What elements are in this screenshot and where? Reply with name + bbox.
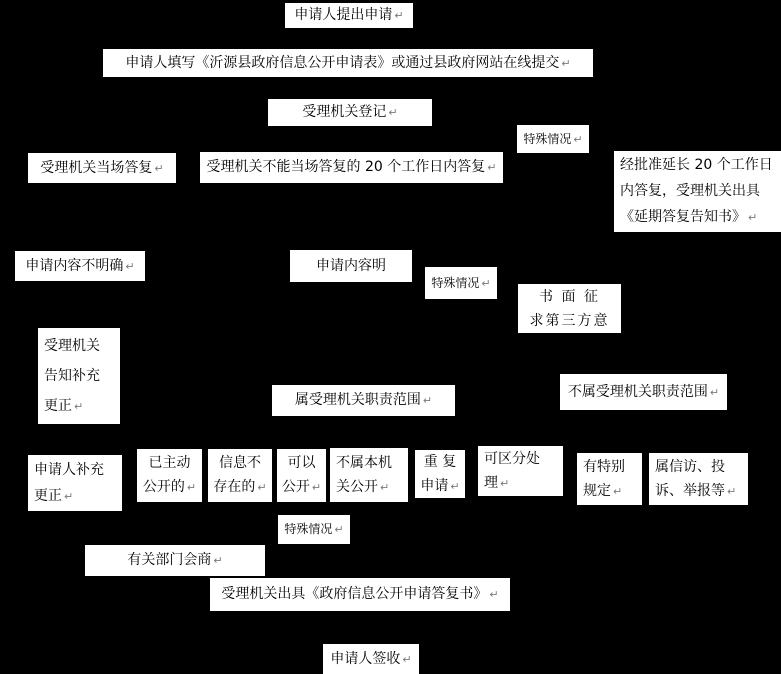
node-label: [425, 275, 497, 292]
node-label: [210, 585, 510, 604]
flow-node-special-case-top: [517, 125, 589, 153]
node-label: [290, 257, 412, 276]
node-label: [103, 54, 593, 73]
return-mark-icon: ↵: [727, 484, 737, 498]
label-text: 申请人补充: [34, 461, 104, 478]
label-text: 存在的: [213, 479, 256, 495]
node-label-line-1: [518, 285, 621, 309]
node-label-line-1: [336, 451, 408, 475]
label-text: 受理机关: [44, 337, 100, 354]
node-label-line-2: [415, 474, 465, 499]
node-label: [28, 159, 176, 178]
label-text: 属信访、投: [655, 458, 725, 475]
label-text: 受理机关当场答复: [40, 159, 153, 176]
flow-node-applicant-sign: [323, 644, 419, 674]
node-label: [272, 391, 455, 410]
label-text: 规定: [583, 482, 611, 499]
label-text: 受理机关出具《政府信息公开申请答复书》: [221, 586, 488, 603]
return-mark-icon: ↵: [186, 481, 197, 494]
return-mark-icon: ↵: [422, 394, 433, 408]
flow-node-separable-handling: [478, 446, 563, 496]
flow-node-issue-reply: [210, 578, 510, 611]
flow-node-notify-supplement: [38, 328, 120, 424]
return-mark-icon: ↵: [213, 554, 223, 568]
label-text: 可区分处: [484, 450, 540, 467]
return-mark-icon: ↵: [573, 132, 583, 146]
label-text: 不属本机: [336, 454, 392, 471]
label-text: 可以: [287, 455, 316, 471]
node-label: [15, 257, 145, 276]
label-text: 申请人填写《沂源县政府信息公开申请表》或通过县政府网站在线提交: [125, 54, 560, 71]
label-text: 诉、举报等: [655, 482, 725, 499]
node-label-line-1: [655, 455, 748, 479]
label-text: 受理机关不能当场答复的 20 个工作日内答复: [206, 159, 486, 176]
node-label-line-1: [620, 152, 781, 178]
node-label-line-3: [620, 204, 781, 231]
flow-node-petition-complaint: [649, 453, 748, 505]
node-label-line-2: [208, 475, 272, 500]
label-text: 有特别: [583, 458, 625, 475]
flow-node-third-party-consult: [518, 284, 621, 333]
label-text: 已主动: [148, 455, 191, 471]
node-label: [85, 551, 265, 570]
label-text: 申请内容不明确: [25, 257, 124, 274]
node-label: [323, 650, 419, 669]
return-mark-icon: ↵: [613, 484, 623, 498]
return-mark-icon: ↵: [450, 479, 460, 493]
node-label: [560, 383, 727, 402]
return-mark-icon: ↵: [487, 161, 497, 175]
return-mark-icon: ↵: [489, 588, 499, 602]
return-mark-icon: ↵: [388, 106, 398, 120]
label-text: 关公开: [336, 478, 378, 495]
flow-node-onsite-reply: [28, 153, 176, 183]
flow-node-extension-reply: [614, 151, 781, 232]
label-text: 属受理机关职责范围: [294, 392, 421, 409]
label-text: 告知补充: [44, 367, 100, 384]
node-label-line-2: [137, 475, 202, 500]
node-label-line-2: [655, 479, 748, 504]
label-text: 受理机关登记: [302, 104, 387, 121]
return-mark-icon: ↵: [561, 56, 571, 70]
return-mark-icon: ↵: [500, 476, 510, 490]
flow-node-content-clear: [290, 250, 412, 282]
node-label: [278, 521, 350, 538]
flow-node-reply-within-20-days: [200, 152, 503, 183]
node-label-line-2: [34, 483, 122, 510]
flow-node-applicant-supplement: [28, 455, 122, 511]
flow-node-content-unclear: [15, 251, 145, 281]
return-mark-icon: ↵: [402, 652, 412, 666]
label-text: 特殊情况: [431, 275, 480, 290]
label-text: 申请: [420, 477, 449, 494]
label-text: 经批准延长 20 个工作日: [620, 157, 773, 173]
node-label-line-2: [583, 479, 642, 504]
return-mark-icon: ↵: [64, 489, 74, 503]
node-label: [517, 131, 589, 148]
label-text: 更正: [44, 397, 72, 414]
flow-node-special-rules: [577, 453, 642, 505]
node-label-line-1: [208, 451, 272, 475]
flow-node-fill-form: [103, 49, 593, 77]
node-label-line-1: [137, 451, 202, 475]
node-label-line-2: [336, 475, 408, 500]
label-text: 重 复: [423, 453, 457, 470]
label-text: 书 面 征: [539, 288, 600, 305]
flow-node-outside-scope: [560, 374, 727, 410]
label-text: 申请人签收: [330, 650, 401, 667]
return-mark-icon: ↵: [481, 276, 491, 290]
node-label-line-2: [518, 309, 621, 333]
node-label-line-1: [34, 457, 122, 483]
label-text: 公开: [281, 479, 310, 495]
flow-node-special-case-bottom: [278, 515, 350, 544]
node-label: [268, 103, 432, 122]
flow-node-info-not-exist: [208, 449, 272, 502]
node-label-line-3: [44, 391, 120, 422]
node-label: [285, 6, 413, 25]
return-mark-icon: ↵: [154, 161, 164, 175]
label-text: 更正: [34, 487, 62, 504]
flow-node-can-public: [277, 449, 326, 502]
label-text: 《延期答复告知书》: [620, 209, 746, 225]
return-mark-icon: ↵: [394, 9, 404, 23]
label-text: 内答复，受理机关出具: [620, 183, 760, 199]
label-text: 申请人提出申请: [294, 7, 393, 24]
label-text: 有关部门会商: [127, 552, 212, 569]
flow-node-not-this-org: [330, 448, 408, 502]
node-label-line-1: [484, 447, 563, 471]
label-text: 特殊情况: [523, 131, 572, 146]
flow-node-dept-consult: [85, 545, 265, 576]
node-label: [200, 158, 503, 177]
flow-node-special-case-mid: [425, 267, 497, 299]
return-mark-icon: ↵: [709, 385, 720, 399]
label-text: 求第三方意: [529, 312, 610, 329]
label-text: 特殊情况: [284, 522, 333, 537]
node-label-line-2: [277, 475, 326, 500]
flow-node-register: [268, 99, 432, 126]
flow-node-applicant-submit: [285, 3, 413, 28]
node-label-line-2: [44, 361, 120, 391]
node-label-line-2: [620, 178, 781, 204]
return-mark-icon: ↵: [748, 211, 758, 224]
return-mark-icon: ↵: [74, 399, 84, 413]
label-text: 不属受理机关职责范围: [567, 383, 708, 400]
node-label-line-1: [583, 455, 642, 479]
node-label-line-1: [44, 331, 120, 361]
return-mark-icon: ↵: [380, 480, 390, 494]
node-label-line-2: [484, 471, 563, 496]
return-mark-icon: ↵: [125, 259, 135, 273]
node-label-line-1: [415, 450, 465, 474]
label-text: 理: [484, 474, 498, 491]
node-label-line-1: [277, 451, 326, 475]
return-mark-icon: ↵: [311, 481, 322, 494]
label-text: 申请内容明: [316, 257, 386, 274]
return-mark-icon: ↵: [257, 481, 267, 494]
flow-node-within-scope: [272, 385, 455, 416]
flow-node-already-public: [137, 449, 202, 502]
label-text: 公开的: [142, 479, 185, 495]
label-text: 信息不: [219, 455, 261, 471]
flow-node-repeat-apply: [415, 450, 465, 498]
return-mark-icon: ↵: [334, 523, 344, 537]
